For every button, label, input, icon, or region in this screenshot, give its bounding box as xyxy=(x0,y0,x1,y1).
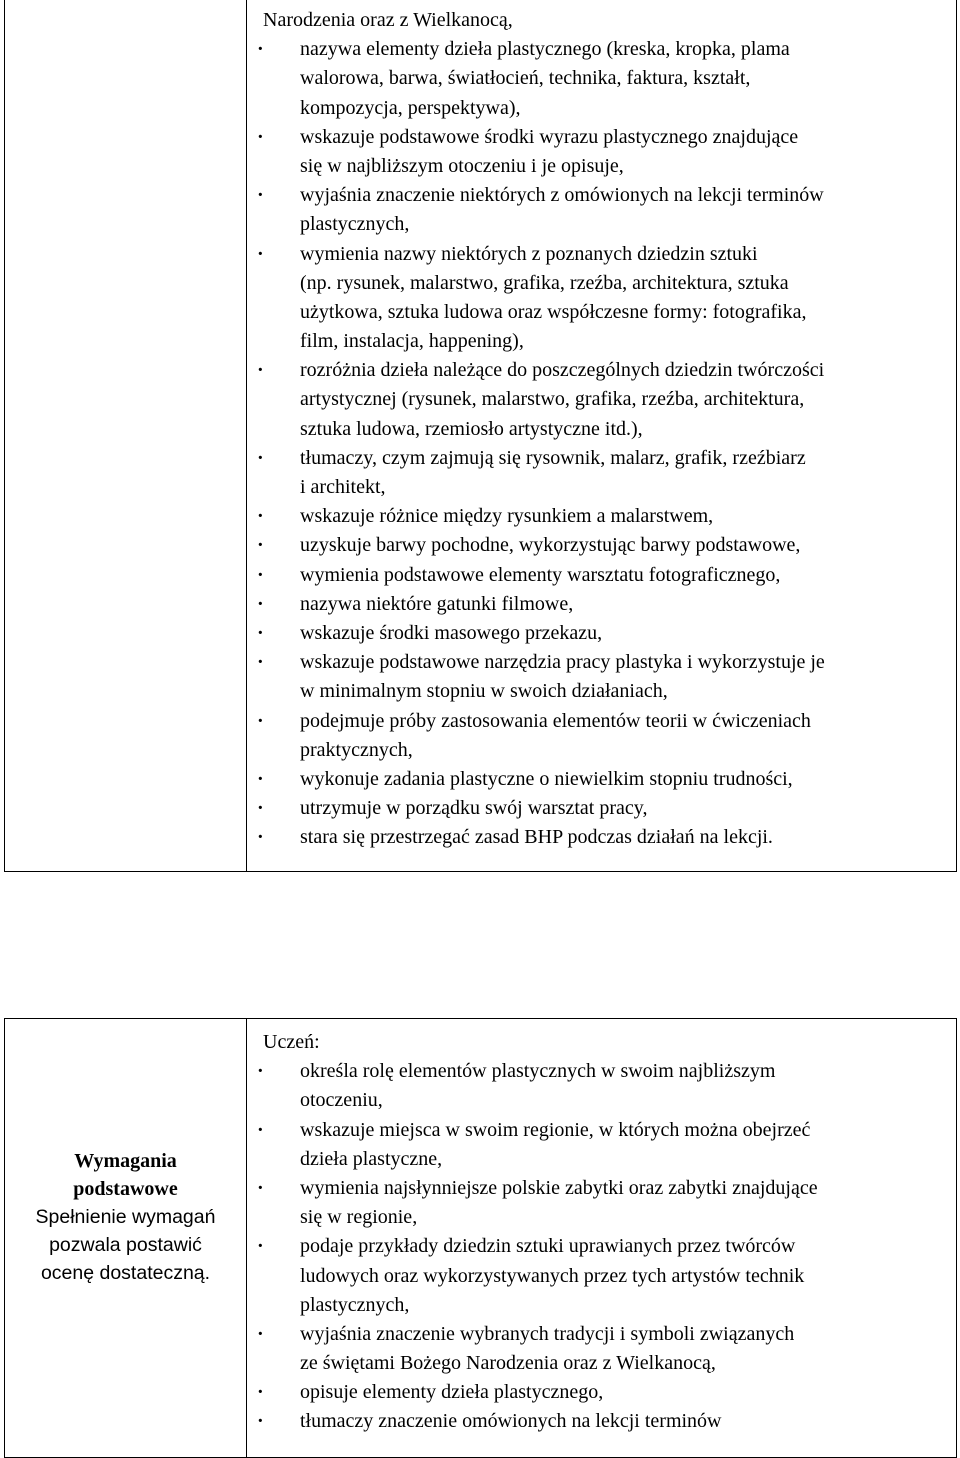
list-item: · wykonuje zadania plastyczne o niewielkim stopniu trudności, xyxy=(263,765,950,794)
list-item-continuation: użytkowa, sztuka ludowa oraz współczesne formy: fotografika, xyxy=(300,300,807,323)
list-item: · rozróżnia dzieła należące do poszczególnych dziedzin twórczości xyxy=(263,356,950,385)
list-item-continuation: kompozycja, perspektywa), xyxy=(300,96,521,119)
list-item: · wyjaśnia znaczenie wybranych tradycji i symboli związanych xyxy=(263,1320,950,1349)
requirement-level-cell xyxy=(5,1019,246,1457)
list-item-continuation: praktycznych, xyxy=(300,738,413,761)
grade-note-line: ocenę dostateczną. xyxy=(40,1262,211,1284)
level-title-line: podstawowe xyxy=(73,1178,178,1200)
list-item: · wymienia podstawowe elementy warsztatu fotograficznego, xyxy=(263,561,950,590)
list-item: · podejmuje próby zastosowania elementów teorii w ćwiczeniach xyxy=(263,707,950,736)
list-item-continuation: film, instalacja, happening), xyxy=(300,330,524,353)
list-item-continuation: Uczeń: xyxy=(263,1031,320,1053)
list-item-continuation: ze świętami Bożego Narodzenia oraz z Wielkanocą, xyxy=(300,1352,716,1375)
requirements-table-top xyxy=(4,0,957,872)
column-divider xyxy=(246,0,247,871)
list-item-continuation: sztuka ludowa, rzemiosło artystyczne itd.), xyxy=(300,417,643,440)
list-item-continuation: Narodzenia oraz z Wielkanocą, xyxy=(263,9,513,31)
list-item: · wskazuje środki masowego przekazu, xyxy=(263,619,950,648)
list-item-continuation: plastycznych, xyxy=(300,213,410,236)
grade-note-line: Spełnienie wymagań xyxy=(35,1206,216,1228)
list-item: · określa rolę elementów plastycznych w swoim najbliższym xyxy=(263,1057,950,1086)
list-item: · tłumaczy, czym zajmują się rysownik, malarz, grafik, rzeźbiarz xyxy=(263,444,950,473)
list-item: · wymienia nazwy niektórych z poznanych dziedzin sztuki xyxy=(263,240,950,269)
list-item-continuation: walorowa, barwa, światłocień, technika, faktura, kształt, xyxy=(300,67,751,90)
list-item: · wskazuje podstawowe narzędzia pracy plastyka i wykorzystuje je xyxy=(263,648,950,677)
list-item-continuation: dzieła plastyczne, xyxy=(300,1147,443,1170)
list-item-continuation: otoczeniu, xyxy=(300,1089,383,1112)
list-item-continuation: się w najbliższym otoczeniu i je opisuje, xyxy=(300,154,624,177)
list-item: · podaje przykłady dziedzin sztuki uprawianych przez twórców xyxy=(263,1232,950,1261)
list-item-continuation: ludowych oraz wykorzystywanych przez tych artystów technik xyxy=(300,1264,805,1287)
list-item: · utrzymuje w porządku swój warsztat pracy, xyxy=(263,794,950,823)
list-item: · wyjaśnia znaczenie niektórych z omówionych na lekcji terminów xyxy=(263,181,950,210)
list-item-continuation: (np. rysunek, malarstwo, grafika, rzeźba, architektura, sztuka xyxy=(300,271,789,294)
list-item: · opisuje elementy dzieła plastycznego, xyxy=(263,1378,950,1407)
requirements-table-basic xyxy=(4,1018,957,1458)
list-item: · stara się przestrzegać zasad BHP podczas działań na lekcji. xyxy=(263,823,950,852)
list-item-continuation: plastycznych, xyxy=(300,1293,410,1316)
list-item-continuation: i architekt, xyxy=(300,476,386,498)
list-item: · wymienia najsłynniejsze polskie zabytki oraz zabytki znajdujące xyxy=(263,1174,950,1203)
list-item-continuation: w minimalnym stopniu w swoich działaniach, xyxy=(300,680,668,703)
list-item: · nazywa niektóre gatunki filmowe, xyxy=(263,590,950,619)
list-item: · wskazuje różnice między rysunkiem a malarstwem, xyxy=(263,502,950,531)
list-item: · uzyskuje barwy pochodne, wykorzystując barwy podstawowe, xyxy=(263,531,950,560)
grade-note-line: pozwala postawić xyxy=(49,1234,202,1256)
requirements-list-basic xyxy=(263,1028,950,1437)
list-item: · wskazuje miejsca w swoim regionie, w których można obejrzeć xyxy=(263,1116,950,1145)
list-item: · nazywa elementy dzieła plastycznego (kreska, kropka, plama xyxy=(263,35,950,64)
column-divider xyxy=(246,1019,247,1457)
list-item: · tłumaczy znaczenie omówionych na lekcji terminów xyxy=(263,1407,950,1436)
level-title-line: Wymagania xyxy=(74,1150,177,1172)
list-item-continuation: artystycznej (rysunek, malarstwo, grafika, rzeźba, architektura, xyxy=(300,388,805,411)
list-item-continuation: się w regionie, xyxy=(300,1206,418,1229)
requirements-list-top xyxy=(263,6,950,852)
list-item: · wskazuje podstawowe środki wyrazu plastycznego znajdujące xyxy=(263,123,950,152)
